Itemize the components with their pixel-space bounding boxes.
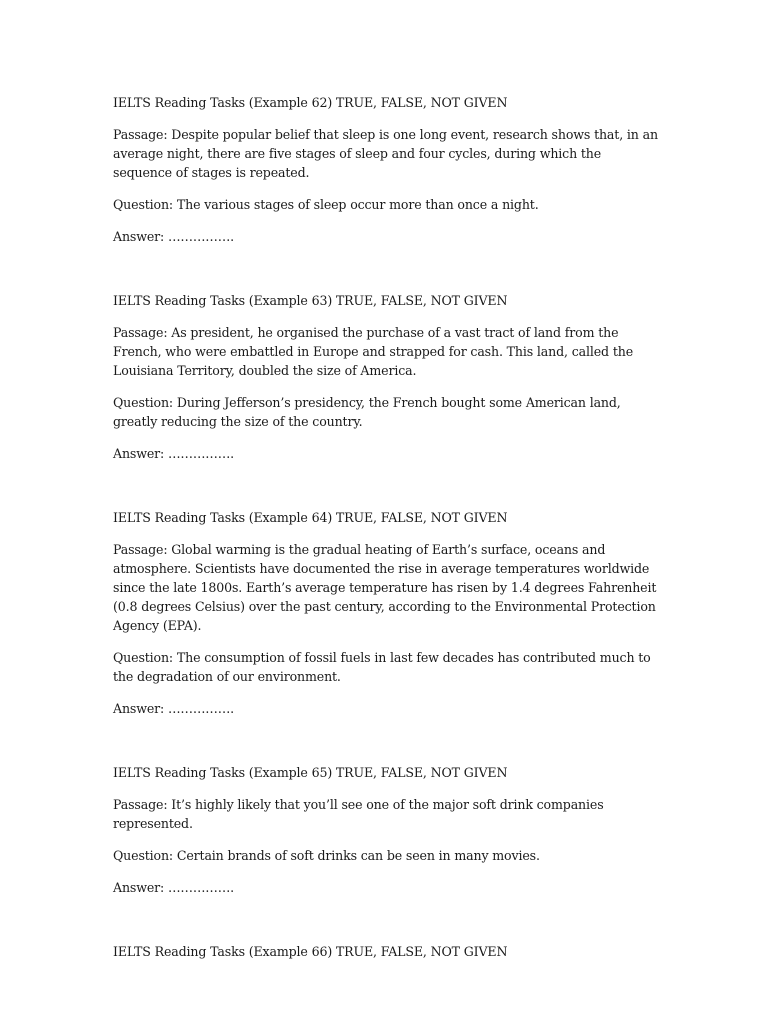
section-spacer bbox=[113, 246, 658, 291]
example-title: IELTS Reading Tasks (Example 66) TRUE, FALSE, NOT GIVEN bbox=[113, 944, 508, 959]
question-text: Question: Certain brands of soft drinks can be seen in many movies. bbox=[113, 848, 540, 863]
example-66 bbox=[113, 942, 658, 961]
answer-line: Answer: ……………. bbox=[113, 446, 235, 461]
example-title: IELTS Reading Tasks (Example 62) TRUE, FALSE, NOT GIVEN bbox=[113, 95, 508, 110]
document-body bbox=[113, 93, 658, 974]
passage-text: Passage: Global warming is the gradual heating of Earth’s surface, oceans and atmosphere. Scientists have documented the rise in average temperatures worldwide since the late 1800s. Earth’s average temperature has risen by 1.4 degrees Fahrenheit (0.8 degrees Celsius) over the past century, according to the Environmental Protection Agency (EPA). bbox=[113, 542, 657, 633]
section-spacer bbox=[113, 897, 658, 942]
answer-line: Answer: ……………. bbox=[113, 880, 235, 895]
passage-text: Passage: It’s highly likely that you’ll see one of the major soft drink companies represented. bbox=[113, 797, 604, 831]
section-spacer bbox=[113, 463, 658, 508]
example-64 bbox=[113, 508, 658, 718]
section-spacer bbox=[113, 718, 658, 763]
question-text: Question: The various stages of sleep occur more than once a night. bbox=[113, 197, 539, 212]
answer-line: Answer: ……………. bbox=[113, 701, 235, 716]
passage-text: Passage: As president, he organised the purchase of a vast tract of land from the French, who were embattled in Europe and strapped for cash. This land, called the Louisiana Territory, doubled the size of America. bbox=[113, 325, 633, 378]
example-65 bbox=[113, 763, 658, 897]
answer-line: Answer: ……………. bbox=[113, 229, 235, 244]
example-title: IELTS Reading Tasks (Example 63) TRUE, FALSE, NOT GIVEN bbox=[113, 293, 508, 308]
example-63 bbox=[113, 291, 658, 463]
question-text: Question: The consumption of fossil fuels in last few decades has contributed much to the degradation of our environment. bbox=[113, 650, 651, 684]
example-title: IELTS Reading Tasks (Example 64) TRUE, FALSE, NOT GIVEN bbox=[113, 510, 508, 525]
example-62 bbox=[113, 93, 658, 246]
example-title: IELTS Reading Tasks (Example 65) TRUE, FALSE, NOT GIVEN bbox=[113, 765, 508, 780]
question-text: Question: During Jefferson’s presidency, the French bought some American land, greatly reducing the size of the country. bbox=[113, 395, 621, 429]
passage-text: Passage: Despite popular belief that sleep is one long event, research shows that, in an average night, there are five stages of sleep and four cycles, during which the sequence of stages is repeated. bbox=[113, 127, 658, 180]
